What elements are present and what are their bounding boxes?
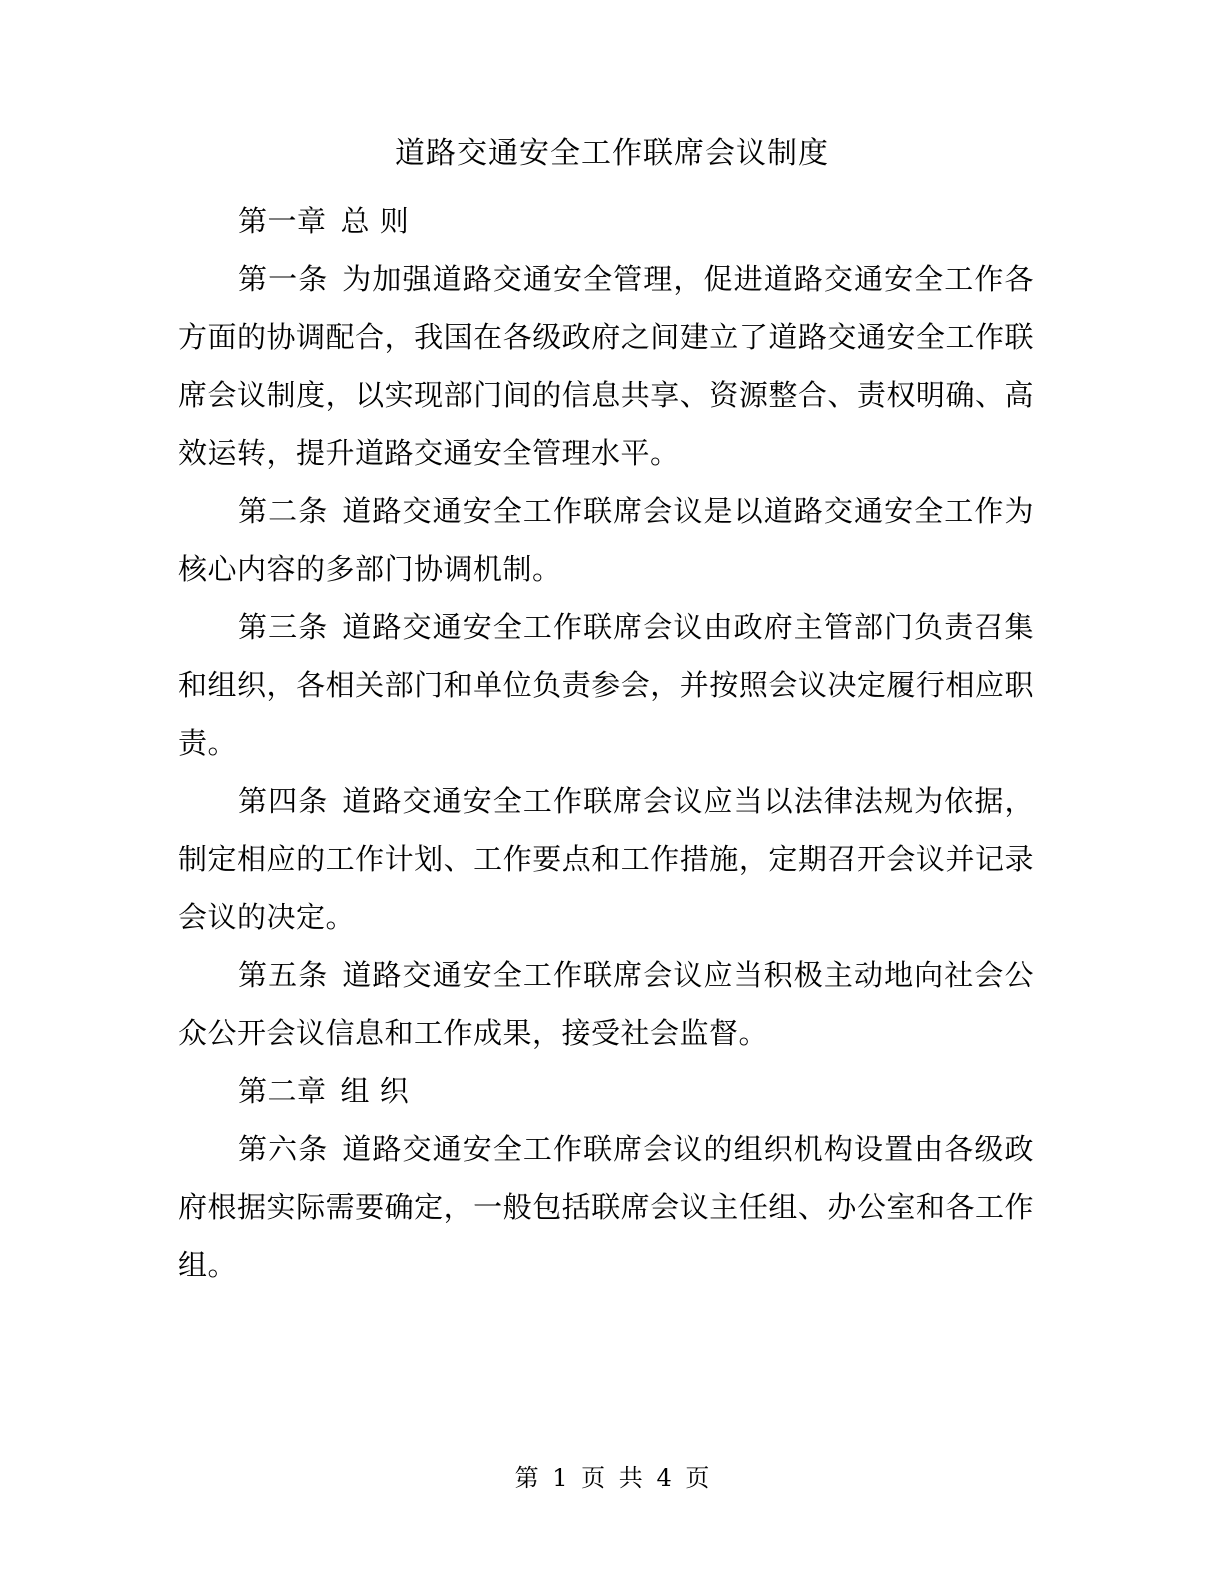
document-body — [178, 192, 1034, 1294]
document-title: 道路交通安全工作联席会议制度 — [395, 136, 829, 171]
article-paragraph — [178, 250, 1034, 482]
article-label: 第四条 — [238, 784, 329, 818]
chapter-title: 组 织 — [340, 1074, 410, 1108]
chapter-title: 总 则 — [340, 204, 410, 238]
article-paragraph — [178, 598, 1034, 772]
article-paragraph — [178, 946, 1034, 1062]
chapter-label: 第二章 — [238, 1074, 327, 1108]
article-label: 第五条 — [238, 958, 329, 992]
article-label: 第六条 — [238, 1132, 329, 1166]
article-paragraph — [178, 482, 1034, 598]
article-text: 道路交通安全工作联席会议的组织机构设置由各级政府根据实际需要确定，一般包括联席会议主任组、办公室和各工作组。 — [178, 1132, 1034, 1282]
chapter-heading — [178, 1062, 1034, 1120]
article-label: 第三条 — [238, 610, 329, 644]
page-footer: 第 1 页 共 4 页 — [514, 1464, 710, 1492]
article-paragraph — [178, 772, 1034, 946]
article-text: 道路交通安全工作联席会议应当以法律法规为依据，制定相应的工作计划、工作要点和工作措施，定期召开会议并记录会议的决定。 — [178, 784, 1034, 934]
article-paragraph — [178, 1120, 1034, 1294]
article-text: 道路交通安全工作联席会议是以道路交通安全工作为核心内容的多部门协调机制。 — [178, 494, 1034, 586]
article-label: 第二条 — [238, 494, 329, 528]
article-text: 道路交通安全工作联席会议由政府主管部门负责召集和组织，各相关部门和单位负责参会，并按照会议决定履行相应职责。 — [178, 610, 1034, 760]
article-label: 第一条 — [238, 262, 329, 296]
chapter-label: 第一章 — [238, 204, 327, 238]
chapter-heading — [178, 192, 1034, 250]
article-text: 为加强道路交通安全管理，促进道路交通安全工作各方面的协调配合，我国在各级政府之间建立了道路交通安全工作联席会议制度，以实现部门间的信息共享、资源整合、责权明确、高效运转，提升道路交通安全管理水平。 — [178, 262, 1034, 470]
article-text: 道路交通安全工作联席会议应当积极主动地向社会公众公开会议信息和工作成果，接受社会监督。 — [178, 958, 1034, 1050]
